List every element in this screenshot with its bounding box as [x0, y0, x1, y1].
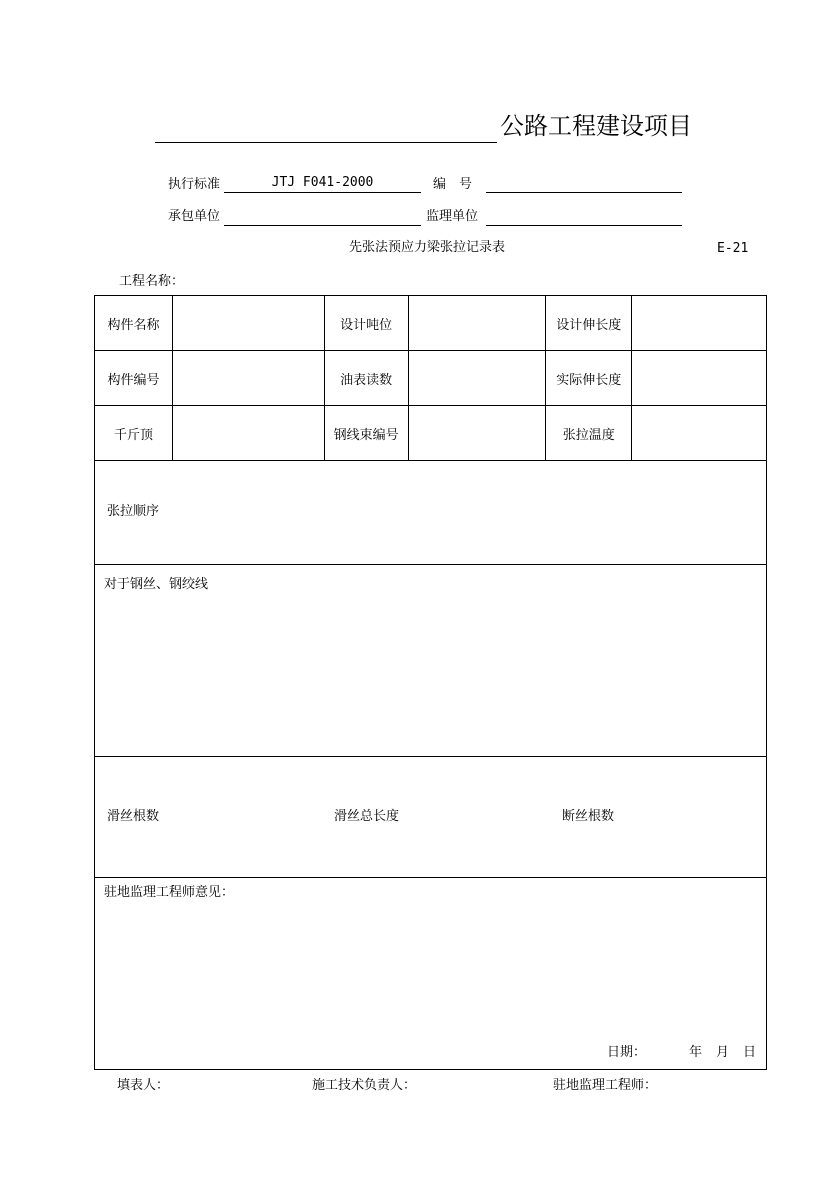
gauge-reading-label: 油表读数 [324, 351, 408, 406]
component-name-label: 构件名称 [95, 296, 173, 351]
actual-elongation-cell[interactable] [632, 351, 767, 406]
strand-number-label: 钢线束编号 [324, 406, 408, 461]
component-number-label: 构件编号 [95, 351, 173, 406]
contractor-field[interactable] [224, 207, 421, 226]
opinion-label: 驻地监理工程师意见： [104, 885, 235, 900]
gauge-reading-cell[interactable] [408, 351, 546, 406]
number-field[interactable] [486, 174, 682, 193]
component-number-cell[interactable] [172, 351, 324, 406]
design-tonnage-cell[interactable] [408, 296, 546, 351]
project-name-label: 工程名称： [119, 274, 185, 289]
exec-standard-field[interactable]: JTJ F041-2000 [224, 174, 421, 193]
page-title: 公路工程建设项目 [500, 112, 692, 140]
strand-number-cell[interactable] [408, 406, 546, 461]
tension-temperature-cell[interactable] [632, 406, 767, 461]
design-elongation-cell[interactable] [632, 296, 767, 351]
exec-standard-label: 执行标准 [168, 177, 221, 192]
tension-sequence-label: 张拉顺序 [107, 504, 160, 519]
date-label: 日期： [607, 1045, 647, 1060]
date-year: 年 [689, 1045, 703, 1060]
tech-lead-label: 施工技术负责人： [312, 1078, 417, 1093]
form-code: E-21 [717, 241, 749, 256]
slip-section[interactable] [94, 757, 767, 878]
supervisor-field[interactable] [486, 207, 682, 226]
slip-length-label: 滑丝总长度 [334, 809, 400, 824]
number-label: 编 号 [433, 177, 473, 192]
component-name-cell[interactable] [172, 296, 324, 351]
tension-sequence-section[interactable] [94, 461, 767, 565]
date-month: 月 [716, 1045, 730, 1060]
tension-temperature-label: 张拉温度 [546, 406, 632, 461]
broken-count-label: 断丝根数 [562, 809, 615, 824]
contractor-label: 承包单位 [168, 209, 221, 224]
info-grid [94, 295, 767, 461]
form-name: 先张法预应力梁张拉记录表 [349, 240, 506, 255]
grid-row [95, 296, 767, 351]
grid-row [95, 406, 767, 461]
design-elongation-label: 设计伸长度 [546, 296, 632, 351]
title-blank-line [155, 142, 497, 143]
actual-elongation-label: 实际伸长度 [546, 351, 632, 406]
design-tonnage-label: 设计吨位 [324, 296, 408, 351]
filler-label: 填表人： [117, 1078, 170, 1093]
slip-count-label: 滑丝根数 [107, 809, 160, 824]
jack-label: 千斤顶 [95, 406, 173, 461]
opinion-section[interactable] [94, 878, 767, 1070]
supervisor-label: 监理单位 [426, 209, 479, 224]
jack-cell[interactable] [172, 406, 324, 461]
grid-row [95, 351, 767, 406]
date-day: 日 [743, 1045, 757, 1060]
engineer-label: 驻地监理工程师： [553, 1078, 658, 1093]
wire-label: 对于钢丝、钢绞线 [104, 577, 209, 592]
wire-section[interactable] [94, 565, 767, 757]
